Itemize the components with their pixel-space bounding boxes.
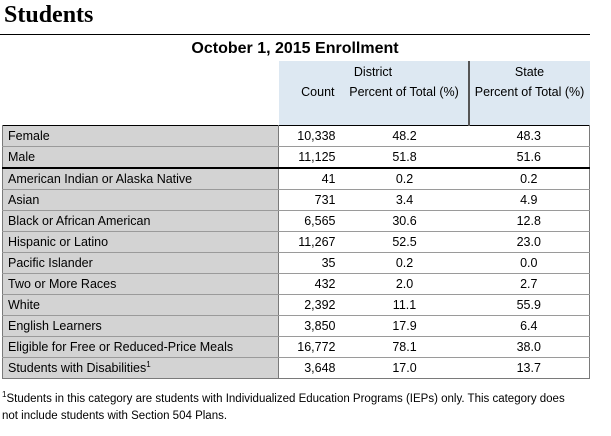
footnote-text: Students in this category are students with Individualized Education Programs (IEPs) only. This category does not include students with Section 504 Plans. (2, 393, 565, 422)
state-percent-cell: 51.6 (469, 147, 590, 169)
state-percent-cell: 38.0 (469, 337, 590, 358)
footnote-marker: 1 (146, 359, 151, 369)
count-cell: 3,850 (279, 316, 341, 337)
row-label: Hispanic or Latino (3, 232, 279, 253)
table-row (3, 147, 590, 169)
district-percent-cell: 17.0 (341, 358, 469, 379)
district-percent-cell: 17.9 (341, 316, 469, 337)
row-label: Students with Disabilities$^1$ (3, 358, 279, 379)
state-percent-cell: 13.7 (469, 358, 590, 379)
footnote-marker: 1 (2, 390, 7, 400)
table-row (3, 232, 590, 253)
count-cell: 3,648 (279, 358, 341, 379)
district-percent-cell: 78.1 (341, 337, 469, 358)
table-row (3, 126, 590, 147)
row-label: Black or African American (3, 211, 279, 232)
row-label: American Indian or Alaska Native (3, 168, 279, 190)
row-label: English Learners (3, 316, 279, 337)
state-group-header: State (469, 61, 590, 83)
state-percent-cell: 2.7 (469, 274, 590, 295)
table-row (3, 274, 590, 295)
table-row (3, 337, 590, 358)
district-percent-cell: 0.2 (341, 168, 469, 190)
row-label: White (3, 295, 279, 316)
enrollment-table (2, 61, 590, 379)
table-row (3, 190, 590, 211)
table-row (3, 211, 590, 232)
row-label: Male (3, 147, 279, 169)
district-percent-column-header: Percent of Total (%) (341, 83, 469, 126)
table-row (3, 358, 590, 379)
count-cell: 11,125 (279, 147, 341, 169)
count-cell: 2,392 (279, 295, 341, 316)
row-label: Eligible for Free or Reduced-Price Meals (3, 337, 279, 358)
state-percent-cell: 55.9 (469, 295, 590, 316)
count-cell: 16,772 (279, 337, 341, 358)
count-cell: 11,267 (279, 232, 341, 253)
count-cell: 10,338 (279, 126, 341, 147)
district-group-header: District (279, 61, 469, 83)
state-percent-cell: 12.8 (469, 211, 590, 232)
count-cell: 6,565 (279, 211, 341, 232)
state-percent-cell: 0.0 (469, 253, 590, 274)
state-percent-cell: 23.0 (469, 232, 590, 253)
table-row (3, 253, 590, 274)
header-spacer (3, 61, 279, 83)
district-percent-cell: 3.4 (341, 190, 469, 211)
district-percent-cell: 48.2 (341, 126, 469, 147)
state-percent-cell: 48.3 (469, 126, 590, 147)
table-title: October 1, 2015 Enrollment (191, 40, 399, 57)
row-label: Asian (3, 190, 279, 211)
state-percent-cell: 6.4 (469, 316, 590, 337)
row-label: Pacific Islander (3, 253, 279, 274)
count-column-header: Count (279, 83, 341, 126)
count-cell: 35 (279, 253, 341, 274)
district-percent-cell: 30.6 (341, 211, 469, 232)
count-cell: 432 (279, 274, 341, 295)
district-percent-cell: 52.5 (341, 232, 469, 253)
table-row (3, 168, 590, 190)
count-cell: 731 (279, 190, 341, 211)
district-percent-cell: 2.0 (341, 274, 469, 295)
state-percent-cell: 4.9 (469, 190, 590, 211)
table-row (3, 295, 590, 316)
district-percent-cell: 11.1 (341, 295, 469, 316)
row-label: Female (3, 126, 279, 147)
state-percent-column-header: Percent of Total (%) (469, 83, 590, 126)
table-row (3, 316, 590, 337)
header-spacer (3, 83, 279, 126)
footnote (2, 391, 582, 425)
heading-divider (0, 34, 590, 35)
state-percent-cell: 0.2 (469, 168, 590, 190)
district-percent-cell: 0.2 (341, 253, 469, 274)
row-label: Two or More Races (3, 274, 279, 295)
district-percent-cell: 51.8 (341, 147, 469, 169)
page-heading: Students (4, 2, 94, 28)
count-cell: 41 (279, 168, 341, 190)
